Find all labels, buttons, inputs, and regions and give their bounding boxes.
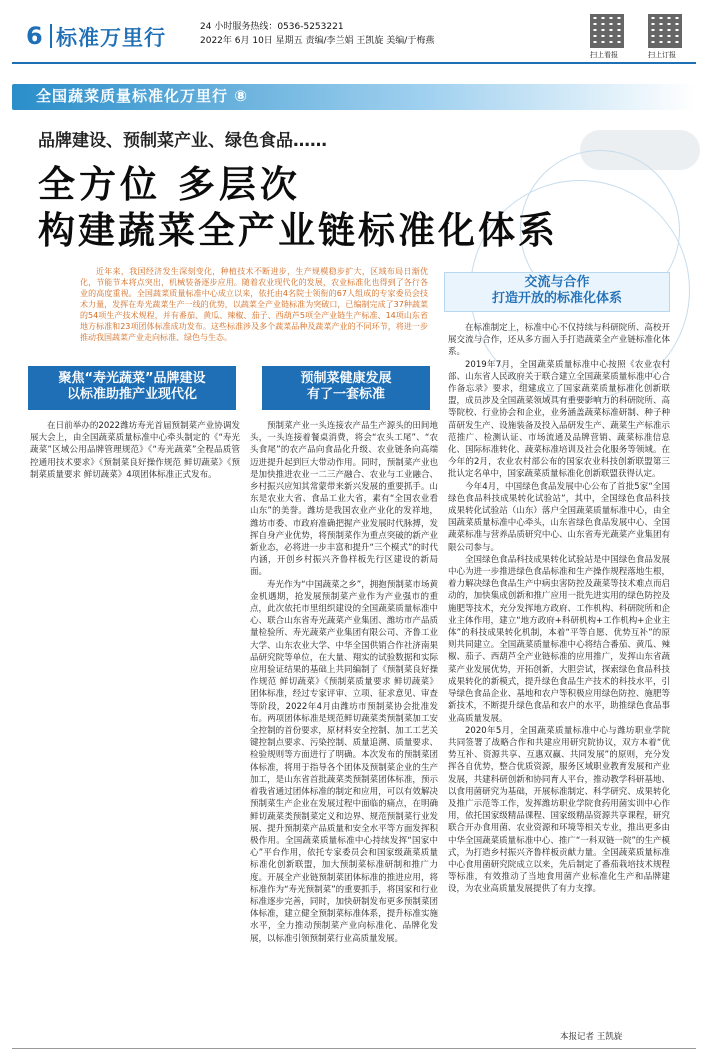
masthead (0, 0, 708, 62)
masthead-divider (50, 24, 52, 48)
headline-line-2: 构建蔬菜全产业链标准化体系 (38, 209, 558, 252)
page-number: 6 (26, 22, 43, 50)
column-c-paragraph: 2020年5月，全国蔬菜质量标准中心与潍坊职业学院共同签署了战略合作和共建应用研究院协议，双方本着“优势互补、资源共享、互惠双赢、共同发展”的原则，充分发挥各自优势，整合优质资源，服务区域职业教育发展和产业发展，共建科研创新和协同育人平台，推动教学科研基地、以食用菌研究为基础，开展标准制定、科学研究、成果转化及推广示范等工作，发挥潍坊职业学院食药用菌实训中心作用，依托国家级精品课程、国家级精品资源共享课程，研究联合开办食用菌、农业资源和环境等相关专业，推出更多由中华全国蔬菜质量标准中心、推广“一科双链一院”的生产模式，为打造乡村振兴齐鲁样板贡献力量。全国蔬菜质量标准中心食用菌研究院成立以来，先后制定了番茄栽培技术规程等标准，有效推动了当地食用菌产业标准化生产和品牌建设，为农业高质量发展提供了有力支撑。 (448, 725, 670, 895)
qr-read-label: 扫上看报 (590, 51, 618, 59)
series-banner (12, 80, 696, 112)
section-a-banner (28, 366, 236, 410)
section-c-title-2: 打造开放的标准化体系 (491, 291, 622, 306)
qr-read[interactable] (590, 14, 644, 60)
column-b-paragraph: 寿光作为“中国蔬菜之乡”，拥抱预制菜市场黄金机遇期，抢发展预制菜产业作为产业强市的重点，此次依托市里组织建设的全国蔬菜质量标准中心、联合山东省寿光蔬菜产业集团、潍坊市产品质量检验所、寿光蔬菜产业集团有限公司、齐鲁工业大学、山东农业大学、中华全国供销合作社济南果品研究院等单位，在大量、翔实的试验数据和实际应用验证结果的基础上共同编制了《预制菜良好操作规范 鲜切蔬菜》《预制菜质量要求 鲜切蔬菜》团体标准，经过专家评审、立项、征求意见、审查等阶段，2022年4月由潍坊市预制菜协会批准发布。两项团体标准是规范鲜切蔬菜类预制菜加工安全控制的首份要求，原材料安全控制、加工工艺关键控制点要求、污染控制、质量追溯、质量要求、检验规则等方面进行了明确。本次发布的预制菜团体标准，将用于指导各个团体及预制菜企业的生产加工，是山东省首批蔬菜类预制菜团体标准，预示着我省通过团体标准的制定和应用，可以有效解决预制菜生产企业在发展过程中面临的痛点，在明确鲜切蔬菜类预制菜定义和边界、规范预制菜行业发展、提升预制菜产品质量和安全水平等方面发挥积极作用。全国蔬菜质量标准中心持续发挥“国家中心”平台作用，依托专家委员会和国家级蔬菜质量标准化创新联盟，加大预制菜标准研制和推广力度。开展全产业链预制菜团体标准的推进应用，将标准作为“寿光预制菜”的重要抓手，将国家和行业标准逐步完善，同时，加快研制发布更多预制菜团体标准，建立健全预制菜标准体系，提升标准实施水平，全力推动预制菜产业向标准化、品牌化发展，以标准引领预制菜行业高质量发展。 (250, 579, 438, 944)
issue-meta: 2022年 6月 10日 星期五 责编/李兰娟 王凯旋 美编/于梅燕 (200, 36, 435, 46)
section-a-title-1: 聚焦“寿光蔬菜”品牌建设 (58, 371, 206, 386)
column-a-paragraph: 在日前举办的2022潍坊寿光首届预制菜产业协调发展大会上，由全国蔬菜质量标准中心牵头制定的《“寿光蔬菜”区域公用品牌管理规范》《“寿光蔬菜”全程品质管控通用技术要求》《预制菜良好操作规范 鲜切蔬菜》《预制菜质量要求 鲜切蔬菜》4项团体标准正式发布。 (30, 421, 240, 480)
section-b-title-1: 预制菜健康发展 (300, 371, 392, 386)
section-c-title-1: 交流与合作 (524, 275, 590, 290)
masthead-rule (12, 62, 696, 64)
section-c-banner (444, 272, 670, 312)
page-name: 标准万里行 (56, 26, 166, 50)
column-c-paragraph: 在标准制定上，标准中心不仅持续与科研院所、高校开展交流与合作，还从多方面入手打造蔬菜全产业链标准化体系。 (448, 323, 670, 358)
qr-code-icon (648, 14, 682, 48)
section-a-title-2: 以标准助推产业现代化 (66, 387, 197, 402)
series-label: 全国蔬菜质量标准化万里行 ⑧ (36, 87, 248, 105)
headline-kicker: 品牌建设、预制菜产业、绿色食品…… (38, 131, 327, 151)
qr-subscribe[interactable] (648, 14, 702, 60)
column-c (448, 322, 670, 1026)
column-b (250, 420, 438, 1042)
byline: 本报记者 王凯旋 (560, 1032, 623, 1042)
column-c-paragraph: 全国绿色食品科技成果转化试验站是中国绿色食品发展中心为进一步推进绿色食品标准和生产操作规程落地生根，着力解决绿色食品生产中病虫害防控及蔬菜等技术难点而启动的，加快集成创新和推广应用一批先进实用的绿色防控及施肥等技术，充分发挥地方政府、工作机构、科研院所和企业主体作用，建立“地方政府+科研机构+工作机构+企业主体”的科技成果转化机制，本着“平等自愿、优势互补”的原则共同建立。全国蔬菜质量标准中心将结合番茄、黄瓜、辣椒、茄子、西葫芦全产业链标准的应用推广，发挥山东省蔬菜产业发展优势，开拓创新，大胆尝试，探索绿色食品科技成果转化的新模式，提升绿色食品生产技术的科技水平，引导绿色食品企业、基地和农户等积极应用绿色防控、施肥等新技术，不断提升绿色食品和农户的水平，助推绿色食品事业高质量发展。 (448, 554, 670, 724)
hotline: 24 小时服务热线：0536-5253221 (200, 22, 344, 32)
section-b-title-2: 有了一套标准 (306, 387, 385, 402)
column-b-paragraph: 预制菜产业一头连接农产品生产源头的田间地头，一头连接着餐桌消费，将会“农头工尾”、“农头食尾”的农产品向食品化升级、农业链条向高端迈进提升起到巨大带动作用。同时，预制菜产业也是加快推进农业一二三产融合、农业与工业融合、乡村振兴应知其常蒙带来新兴发展的重要抓手。山东是农业大省、食品工业大省，素有“全国农业看山东”的美誉。潍坊是我国农业产业化的发祥地，潍坊市委、市政府准确把握产业发展时代脉搏，发挥自身产业优势，将预制菜作为重点突破的新产业新业态，必将进一步丰富和提升“三个模式”的时代内涵，开创乡村振兴齐鲁样板先行区建设的新局面。 (250, 421, 438, 578)
headline-line-1: 全方位 多层次 (38, 163, 301, 206)
column-c-paragraph: 2019年7月，全国蔬菜质量标准中心按照《农业农村部、山东省人民政府关于联合建立全国蔬菜质量标准中心合作备忘录》要求，组建成立了国家蔬菜质量标准化创新联盟，成员涉及全国蔬菜领域具有重要影响力的科研院所、高等院校、行业协会和企业，业务涵盖蔬菜标准研制、种子种苗研发生产、设施装备及投入品研发生产、蔬菜生产标准示范推广、检测认证、市场流通及品牌营销、蔬菜标准信息化、国际标准转化、蔬菜标准培训及社会化服务等领域。在今年的2月，农业农村部公布的国家农业科技创新联盟第三批认定名单中，国家蔬菜质量标准化创新联盟获得认定。 (448, 359, 670, 480)
section-b-banner (262, 366, 430, 410)
qr-subscribe-label: 扫上订报 (648, 51, 676, 59)
column-c-paragraph: 今年4月，中国绿色食品发展中心公布了首批5家“全国绿色食品科技成果转化试验站”，其中，全国绿色食品科技成果转化试验站（山东）落户全国蔬菜质量标准中心，由全国蔬菜质量标准中心牵头，山东省绿色食品发展中心、全国蔬菜标准与营养品质研究中心、山东省寿光蔬菜产业集团有限公司参与。 (448, 481, 670, 553)
lead-paragraph: 近年来，我国经济发生深刻变化，种植技术不断进步，生产规模稳步扩大，区域布局日渐优化，节能节本将点突出，机械装备逐步应用。随着农业现代化的发展，农业标准化也得到了各行各业的高度重视。全国蔬菜质量标准中心成立以来，依托由4名院士领衔的67人组成的专家委员会技术力量，发挥在寿光蔬菜生产一线的优势，以蔬菜全产业链标准为突破口，已编制完成了37种蔬菜的54项生产技术规程，并有番茄、黄瓜、辣椒、茄子、西葫芦5项全产业链生产标准、14项山东省地方标准和23项团体标准成功发布。这些标准涉及多个蔬菜品种及蔬菜产业的不同环节，将进一步推动我国蔬菜产业走向标准、绿色与生态。 (80, 267, 428, 342)
column-a (30, 420, 240, 1042)
bottom-rule (12, 1048, 696, 1049)
qr-code-icon (590, 14, 624, 48)
